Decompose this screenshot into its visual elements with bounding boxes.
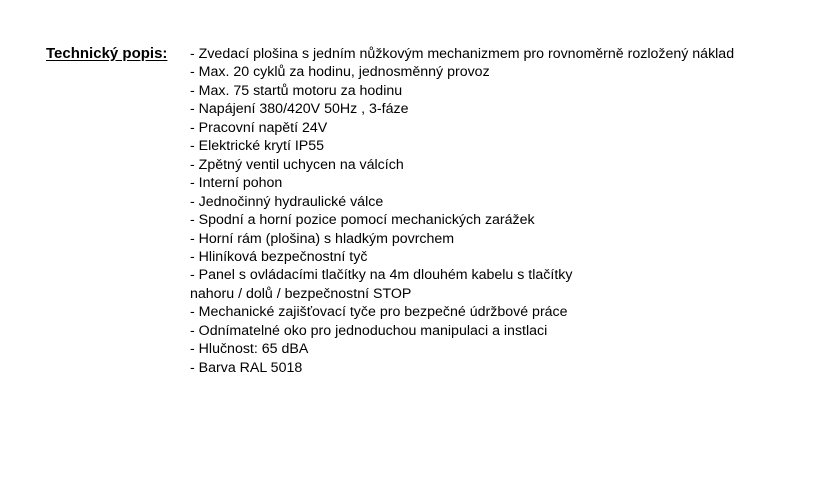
spec-item-mechanical-stops: - Spodní a horní pozice pomocí mechanických zarážek: [190, 212, 535, 229]
spec-item-safety-bar: - Hliníková bezpečnostní tyč: [190, 248, 368, 265]
section-label: Technický popis:: [46, 45, 168, 62]
spec-item-working-voltage: - Pracovní napětí 24V: [190, 119, 328, 136]
spec-item-cycles: - Max. 20 cyklů za hodinu, jednosměnný provoz: [190, 64, 490, 81]
spec-item-motor-starts: - Max. 75 startů motoru za hodinu: [190, 82, 403, 99]
spec-item-check-valve: - Zpětný ventil uchycen na válcích: [190, 156, 404, 173]
spec-item-lift-platform: - Zvedací plošina s jedním nůžkovým mechanizmem pro rovnoměrně rozložený náklad: [190, 46, 735, 62]
spec-item-removable-eye: - Odnímatelné oko pro jednoduchou manipulaci a instlaci: [190, 322, 548, 339]
spec-item-power-supply: - Napájení 380/420V 50Hz , 3-fáze: [190, 101, 409, 118]
spec-list: [190, 45, 734, 377]
spec-item-noise-level: - Hlučnost: 65 dBA: [190, 341, 309, 358]
spec-item-top-frame: - Horní rám (plošina) s hladkým povrchem: [190, 230, 455, 247]
spec-item-internal-drive: - Interní pohon: [190, 175, 283, 192]
spec-item-control-panel-continued: nahoru / dolů / bezpečnostní STOP: [190, 285, 412, 302]
spec-item-control-panel: - Panel s ovládacími tlačítky na 4m dlouhém kabelu s tlačítky: [190, 267, 573, 284]
spec-item-hydraulic-cylinders: - Jednočinný hydraulické válce: [190, 193, 384, 210]
spec-item-ip-rating: - Elektrické krytí IP55: [190, 138, 325, 155]
spec-item-color: - Barva RAL 5018: [190, 359, 303, 376]
spec-item-maintenance-bars: - Mechanické zajišťovací tyče pro bezpečné údržbové práce: [190, 304, 568, 321]
